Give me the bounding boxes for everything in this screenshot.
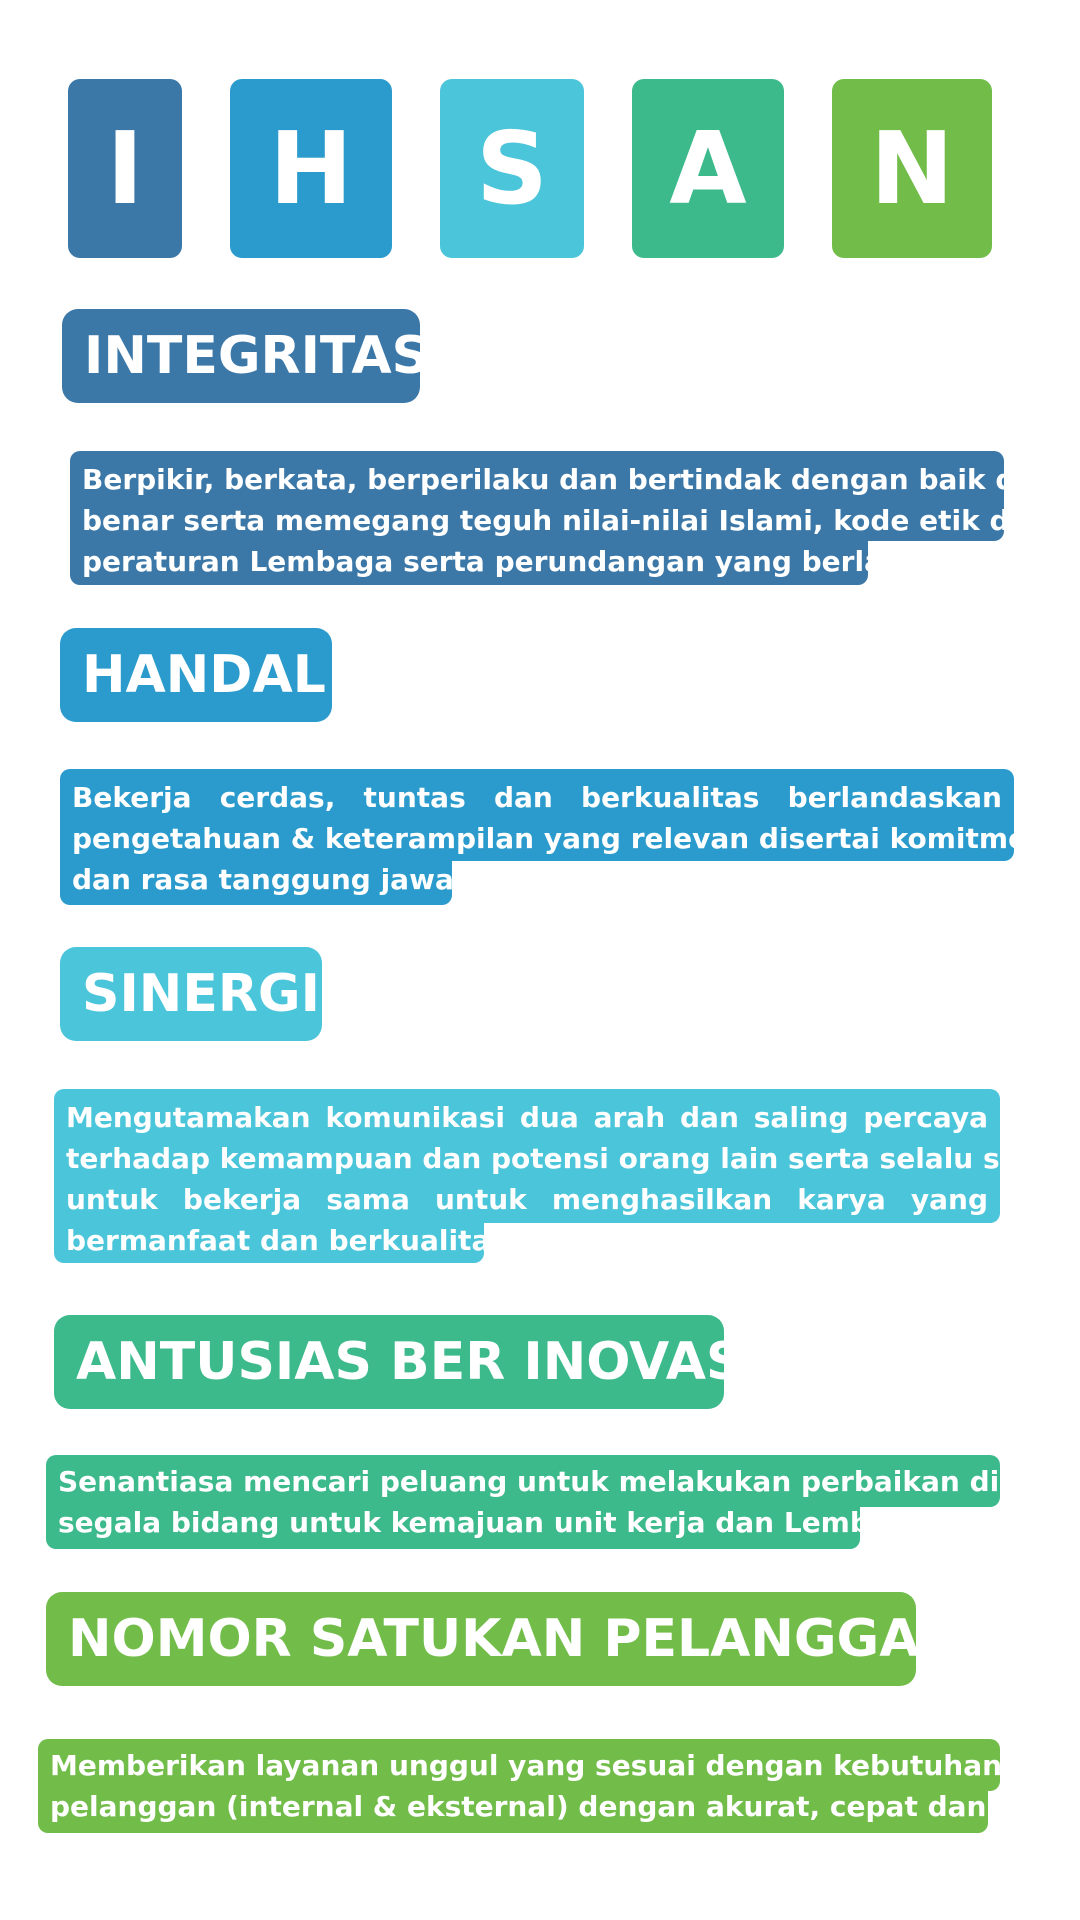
desc-line: pelanggan (internal & eksternal) dengan akurat, cepat dan tulus xyxy=(50,1790,1076,1823)
value-title-handal xyxy=(60,628,332,722)
value-desc-nomor-satukan-pelanggan xyxy=(38,1739,1076,1833)
value-title-text: ANTUSIAS BER INOVASI xyxy=(76,1332,763,1392)
letter-tile-a xyxy=(632,79,784,258)
desc-line: peraturan Lembaga serta perundangan yang berlaku. xyxy=(82,545,933,578)
letter-tile-i xyxy=(68,79,182,258)
letter-tile-s xyxy=(440,79,584,258)
desc-line: Bekerja cerdas, tuntas dan berkualitas berlandaskan xyxy=(72,781,1002,814)
value-title-text: HANDAL xyxy=(82,645,326,705)
letter-char: H xyxy=(269,110,353,227)
value-desc-antusias xyxy=(46,1455,1000,1549)
value-title-integritas xyxy=(62,309,430,403)
desc-line: terhadap kemampuan dan potensi orang lain serta selalu siap xyxy=(66,1142,1049,1175)
desc-line: pengetahuan & keterampilan yang relevan disertai komitmen xyxy=(72,822,1047,855)
value-title-text: INTEGRITAS xyxy=(84,326,430,386)
desc-line: segala bidang untuk kemajuan unit kerja dan Lembaga xyxy=(58,1506,928,1539)
letter-tile-n xyxy=(832,79,992,258)
desc-line: Mengutamakan komunikasi dua arah dan saling percaya xyxy=(66,1101,988,1134)
letter-char: I xyxy=(106,110,144,227)
letter-char: N xyxy=(870,110,954,227)
desc-line: untuk bekerja sama untuk menghasilkan karya yang xyxy=(66,1183,988,1216)
value-title-sinergi xyxy=(60,947,322,1041)
desc-line: Memberikan layanan unggul yang sesuai dengan kebutuhan xyxy=(50,1749,1003,1782)
value-title-nomor-satukan-pelanggan xyxy=(46,1592,963,1686)
desc-line: Berpikir, berkata, berperilaku dan bertindak dengan baik dan xyxy=(82,463,1055,496)
letter-char: S xyxy=(475,110,549,227)
letter-tile-h xyxy=(230,79,392,258)
value-desc-handal xyxy=(60,769,1047,908)
value-title-text: NOMOR SATUKAN PELANGGAN xyxy=(68,1609,963,1669)
value-desc-integritas xyxy=(70,451,1055,590)
value-title-text: SINERGI xyxy=(82,964,320,1024)
desc-line: dan rasa tanggung jawab. xyxy=(72,863,485,896)
value-desc-sinergi xyxy=(54,1089,1049,1269)
desc-line: benar serta memegang teguh nilai-nilai Islami, kode etik dan xyxy=(82,504,1049,537)
letter-char: A xyxy=(669,110,747,227)
value-title-antusias xyxy=(54,1315,763,1409)
desc-line: Senantiasa mencari peluang untuk melakukan perbaikan di xyxy=(58,1465,1000,1498)
desc-line: bermanfaat dan berkualitas xyxy=(66,1224,507,1257)
